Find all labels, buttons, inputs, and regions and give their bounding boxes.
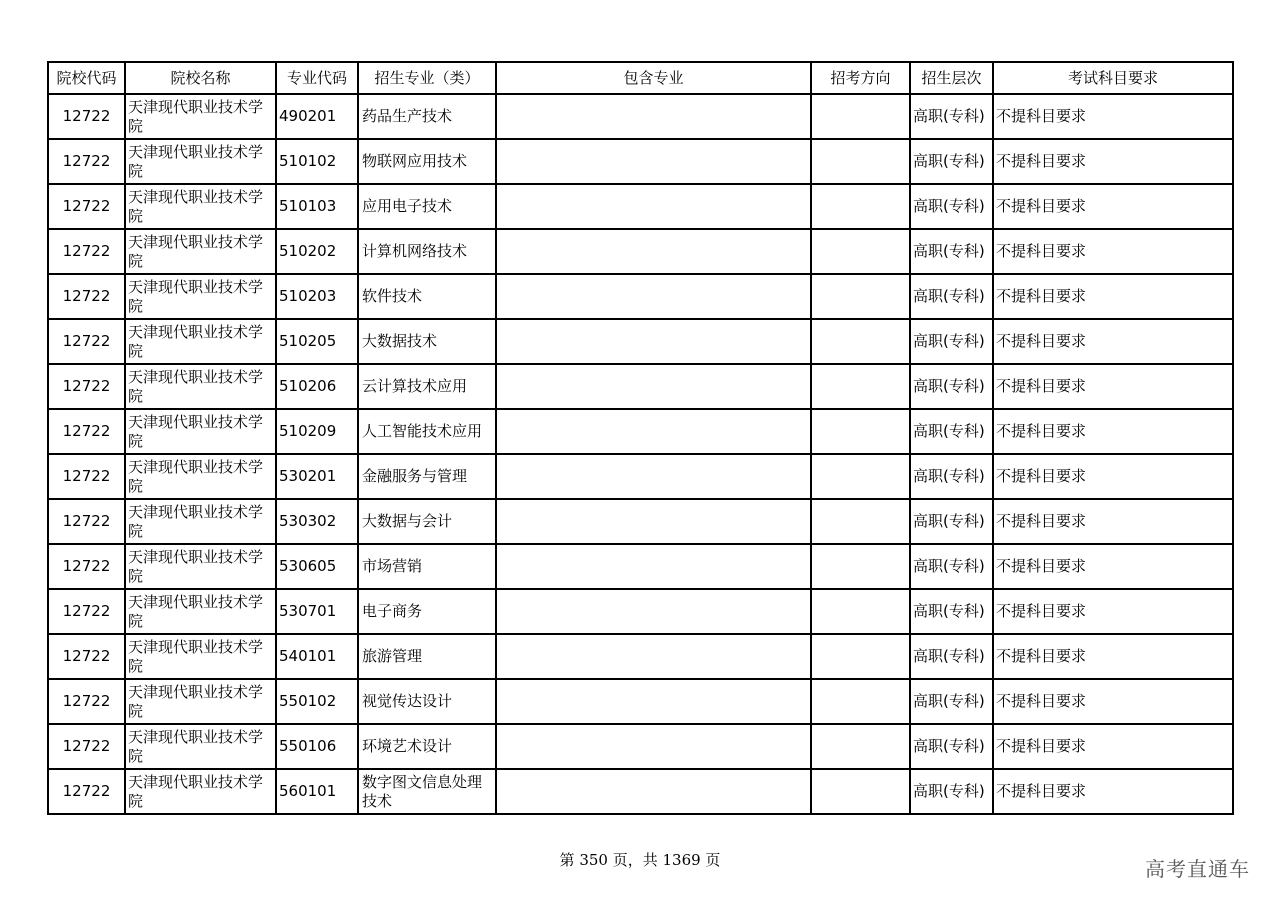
level-cell: 高职(专科) (910, 409, 993, 454)
subject-requirement-cell: 不提科目要求 (993, 319, 1233, 364)
header-level: 招生层次 (910, 62, 993, 94)
included-majors-cell (496, 724, 811, 769)
subject-requirement-cell: 不提科目要求 (993, 274, 1233, 319)
watermark-logo-text: 高考直通车 (1145, 857, 1250, 881)
school-code-cell: 12722 (48, 454, 125, 499)
included-majors-cell (496, 139, 811, 184)
table-row (48, 589, 1233, 634)
direction-cell (811, 409, 910, 454)
included-majors-cell (496, 184, 811, 229)
major-code-cell: 530605 (276, 544, 358, 589)
subject-requirement-cell: 不提科目要求 (993, 499, 1233, 544)
direction-cell (811, 769, 910, 814)
included-majors-cell (496, 229, 811, 274)
subject-requirement-cell: 不提科目要求 (993, 589, 1233, 634)
included-majors-cell (496, 274, 811, 319)
major-code-cell: 550106 (276, 724, 358, 769)
major-cell: 电子商务 (358, 589, 496, 634)
major-cell: 金融服务与管理 (358, 454, 496, 499)
major-code-cell: 510206 (276, 364, 358, 409)
school-code-cell: 12722 (48, 679, 125, 724)
major-cell: 市场营销 (358, 544, 496, 589)
school-code-cell: 12722 (48, 769, 125, 814)
major-cell: 软件技术 (358, 274, 496, 319)
enrollment-table-container (47, 61, 1232, 815)
school-code-cell: 12722 (48, 589, 125, 634)
major-cell: 计算机网络技术 (358, 229, 496, 274)
header-major: 招生专业（类） (358, 62, 496, 94)
table-row (48, 679, 1233, 724)
level-cell: 高职(专科) (910, 544, 993, 589)
level-cell: 高职(专科) (910, 679, 993, 724)
major-code-cell: 550102 (276, 679, 358, 724)
table-row (48, 499, 1233, 544)
direction-cell (811, 589, 910, 634)
school-code-cell: 12722 (48, 184, 125, 229)
included-majors-cell (496, 94, 811, 139)
major-code-cell: 540101 (276, 634, 358, 679)
major-code-cell: 510205 (276, 319, 358, 364)
subject-requirement-cell: 不提科目要求 (993, 409, 1233, 454)
level-cell: 高职(专科) (910, 499, 993, 544)
major-cell: 物联网应用技术 (358, 139, 496, 184)
major-code-cell: 510202 (276, 229, 358, 274)
level-cell: 高职(专科) (910, 454, 993, 499)
school-code-cell: 12722 (48, 139, 125, 184)
table-row (48, 724, 1233, 769)
table-row (48, 184, 1233, 229)
direction-cell (811, 139, 910, 184)
included-majors-cell (496, 769, 811, 814)
included-majors-cell (496, 499, 811, 544)
school-name-cell: 天津现代职业技术学院 (125, 679, 276, 724)
school-name-cell: 天津现代职业技术学院 (125, 589, 276, 634)
header-row (48, 62, 1233, 94)
included-majors-cell (496, 634, 811, 679)
major-code-cell: 490201 (276, 94, 358, 139)
table-row (48, 94, 1233, 139)
school-code-cell: 12722 (48, 409, 125, 454)
included-majors-cell (496, 544, 811, 589)
school-name-cell: 天津现代职业技术学院 (125, 319, 276, 364)
level-cell: 高职(专科) (910, 319, 993, 364)
major-cell: 应用电子技术 (358, 184, 496, 229)
subject-requirement-cell: 不提科目要求 (993, 364, 1233, 409)
direction-cell (811, 319, 910, 364)
level-cell: 高职(专科) (910, 769, 993, 814)
major-cell: 大数据技术 (358, 319, 496, 364)
direction-cell (811, 679, 910, 724)
school-code-cell: 12722 (48, 229, 125, 274)
major-code-cell: 560101 (276, 769, 358, 814)
school-code-cell: 12722 (48, 544, 125, 589)
school-code-cell: 12722 (48, 724, 125, 769)
subject-requirement-cell: 不提科目要求 (993, 454, 1233, 499)
header-school-code: 院校代码 (48, 62, 125, 94)
table-header (48, 62, 1233, 94)
school-name-cell: 天津现代职业技术学院 (125, 94, 276, 139)
table-body (48, 94, 1233, 814)
subject-requirement-cell: 不提科目要求 (993, 544, 1233, 589)
table-row (48, 229, 1233, 274)
page-number: 第 350 页，共 1369 页 (559, 851, 721, 869)
included-majors-cell (496, 409, 811, 454)
major-cell: 数字图文信息处理技术 (358, 769, 496, 814)
subject-requirement-cell: 不提科目要求 (993, 139, 1233, 184)
subject-requirement-cell: 不提科目要求 (993, 229, 1233, 274)
level-cell: 高职(专科) (910, 589, 993, 634)
major-cell: 人工智能技术应用 (358, 409, 496, 454)
school-name-cell: 天津现代职业技术学院 (125, 364, 276, 409)
major-cell: 旅游管理 (358, 634, 496, 679)
major-cell: 视觉传达设计 (358, 679, 496, 724)
major-code-cell: 510102 (276, 139, 358, 184)
school-name-cell: 天津现代职业技术学院 (125, 634, 276, 679)
header-direction: 招考方向 (811, 62, 910, 94)
major-code-cell: 510203 (276, 274, 358, 319)
school-code-cell: 12722 (48, 319, 125, 364)
school-name-cell: 天津现代职业技术学院 (125, 274, 276, 319)
direction-cell (811, 499, 910, 544)
subject-requirement-cell: 不提科目要求 (993, 94, 1233, 139)
school-name-cell: 天津现代职业技术学院 (125, 139, 276, 184)
school-name-cell: 天津现代职业技术学院 (125, 184, 276, 229)
school-name-cell: 天津现代职业技术学院 (125, 724, 276, 769)
direction-cell (811, 364, 910, 409)
subject-requirement-cell: 不提科目要求 (993, 184, 1233, 229)
direction-cell (811, 274, 910, 319)
school-name-cell: 天津现代职业技术学院 (125, 769, 276, 814)
major-code-cell: 530701 (276, 589, 358, 634)
table-row (48, 319, 1233, 364)
major-code-cell: 510209 (276, 409, 358, 454)
school-code-cell: 12722 (48, 499, 125, 544)
direction-cell (811, 229, 910, 274)
included-majors-cell (496, 364, 811, 409)
major-cell: 云计算技术应用 (358, 364, 496, 409)
major-cell: 大数据与会计 (358, 499, 496, 544)
included-majors-cell (496, 454, 811, 499)
included-majors-cell (496, 589, 811, 634)
direction-cell (811, 634, 910, 679)
major-code-cell: 530302 (276, 499, 358, 544)
school-name-cell: 天津现代职业技术学院 (125, 544, 276, 589)
school-code-cell: 12722 (48, 364, 125, 409)
school-name-cell: 天津现代职业技术学院 (125, 499, 276, 544)
subject-requirement-cell: 不提科目要求 (993, 634, 1233, 679)
enrollment-table (47, 61, 1234, 815)
level-cell: 高职(专科) (910, 364, 993, 409)
table-row (48, 409, 1233, 454)
direction-cell (811, 724, 910, 769)
direction-cell (811, 184, 910, 229)
header-subject-requirement: 考试科目要求 (993, 62, 1233, 94)
included-majors-cell (496, 319, 811, 364)
major-code-cell: 530201 (276, 454, 358, 499)
level-cell: 高职(专科) (910, 139, 993, 184)
major-cell: 药品生产技术 (358, 94, 496, 139)
major-cell: 环境艺术设计 (358, 724, 496, 769)
subject-requirement-cell: 不提科目要求 (993, 679, 1233, 724)
table-row (48, 364, 1233, 409)
subject-requirement-cell: 不提科目要求 (993, 769, 1233, 814)
header-school-name: 院校名称 (125, 62, 276, 94)
level-cell: 高职(专科) (910, 229, 993, 274)
table-row (48, 634, 1233, 679)
table-row (48, 139, 1233, 184)
level-cell: 高职(专科) (910, 184, 993, 229)
level-cell: 高职(专科) (910, 94, 993, 139)
subject-requirement-cell: 不提科目要求 (993, 724, 1233, 769)
direction-cell (811, 94, 910, 139)
included-majors-cell (496, 679, 811, 724)
table-row (48, 454, 1233, 499)
level-cell: 高职(专科) (910, 724, 993, 769)
direction-cell (811, 544, 910, 589)
direction-cell (811, 454, 910, 499)
header-included-majors: 包含专业 (496, 62, 811, 94)
school-code-cell: 12722 (48, 634, 125, 679)
header-major-code: 专业代码 (276, 62, 358, 94)
level-cell: 高职(专科) (910, 634, 993, 679)
school-name-cell: 天津现代职业技术学院 (125, 409, 276, 454)
school-name-cell: 天津现代职业技术学院 (125, 229, 276, 274)
table-row (48, 274, 1233, 319)
table-row (48, 769, 1233, 814)
school-code-cell: 12722 (48, 274, 125, 319)
school-name-cell: 天津现代职业技术学院 (125, 454, 276, 499)
school-code-cell: 12722 (48, 94, 125, 139)
table-row (48, 544, 1233, 589)
major-code-cell: 510103 (276, 184, 358, 229)
level-cell: 高职(专科) (910, 274, 993, 319)
